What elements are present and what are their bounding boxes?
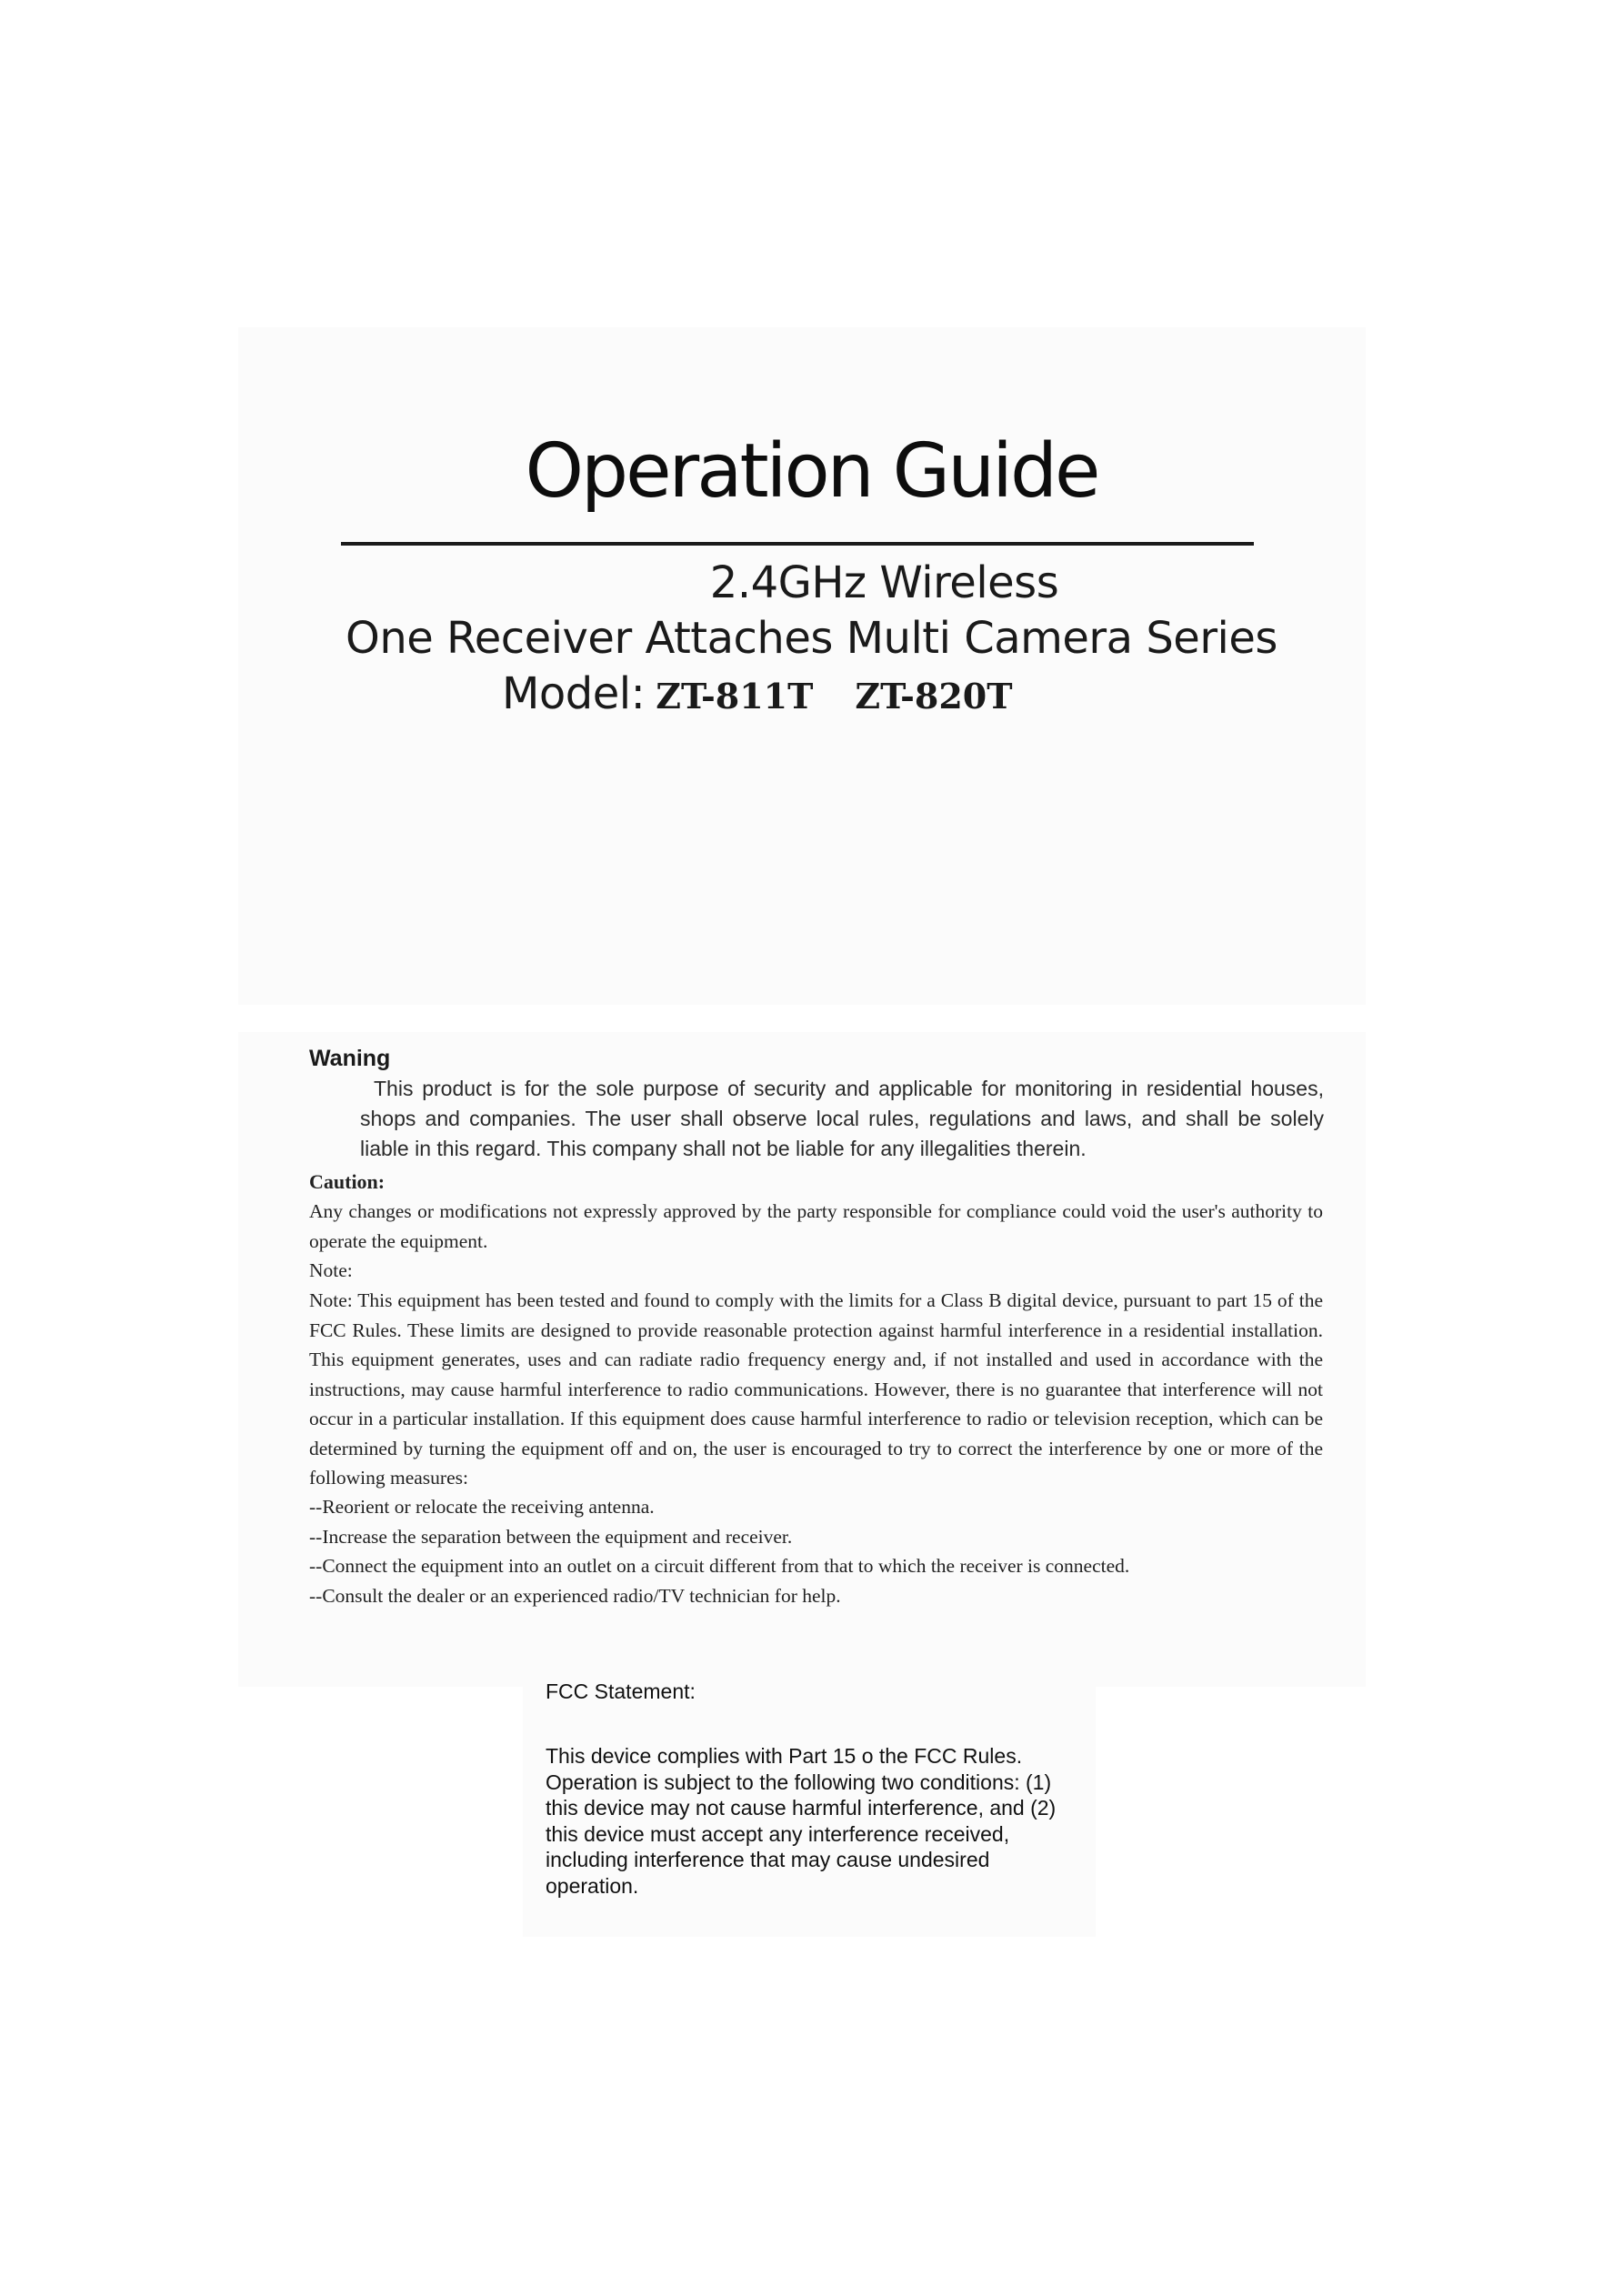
model-line [502, 668, 1013, 719]
list-item: --Connect the equipment into an outlet on a circuit different from that to which the receiver is connected. [309, 1555, 1130, 1577]
model-label: Model: [502, 668, 646, 719]
list-item: --Increase the separation between the equipment and receiver. [309, 1525, 793, 1548]
list-item: --Reorient or relocate the receiving antenna. [309, 1496, 655, 1518]
warning-heading: Waning [309, 1046, 391, 1071]
model-code-2: ZT-820T [855, 676, 1013, 717]
title-divider [341, 542, 1254, 546]
measures-list [309, 1492, 1323, 1610]
note-body: Note: This equipment has been tested and found to comply with the limits for a Class B digital device, pursuant to part 15 of the FCC Rules. These limits are designed to provide reasonable protection against harmful interference in a residential installation. This equipment generates, uses and can radiate radio frequency energy and, if not installed and used in accordance with the instructions, may cause harmful interference to radio communications. However, there is no guarantee that interference will not occur in a particular installation. If this equipment does cause harmful interference to radio or television reception, which can be determined by turning the equipment off and on, the user is encouraged to try to correct the interference by one or more of the following measures: [309, 1289, 1323, 1489]
note-label: Note: [309, 1259, 353, 1281]
page-title: Operation Guide [525, 428, 1098, 515]
fcc-body: This device complies with Part 15 o the FCC Rules. Operation is subject to the following two conditions: (1) this device may not cause harmful interference, and (2) this device must accept any interference received, including interference that may cause undesired operation. [546, 1744, 1057, 1898]
subtitle-series: One Receiver Attaches Multi Camera Series [346, 613, 1277, 664]
caution-body: Any changes or modifications not expressly approved by the party responsible for compliance could void the user's authority to operate the equipment. [309, 1200, 1323, 1252]
subtitle-frequency: 2.4GHz Wireless [709, 557, 1059, 608]
warning-body: This product is for the sole purpose of security and applicable for monitoring in residential houses, shops and companies. The user shall observe local rules, regulations and laws, and shall be solely liable in this regard. This company shall not be liable for any illegalities therein. [360, 1077, 1324, 1160]
caution-heading: Caution: [309, 1170, 386, 1193]
model-code-1: ZT-811T [656, 676, 814, 717]
fcc-heading: FCC Statement: [546, 1679, 696, 1703]
list-item: --Consult the dealer or an experienced radio/TV technician for help. [309, 1584, 841, 1607]
